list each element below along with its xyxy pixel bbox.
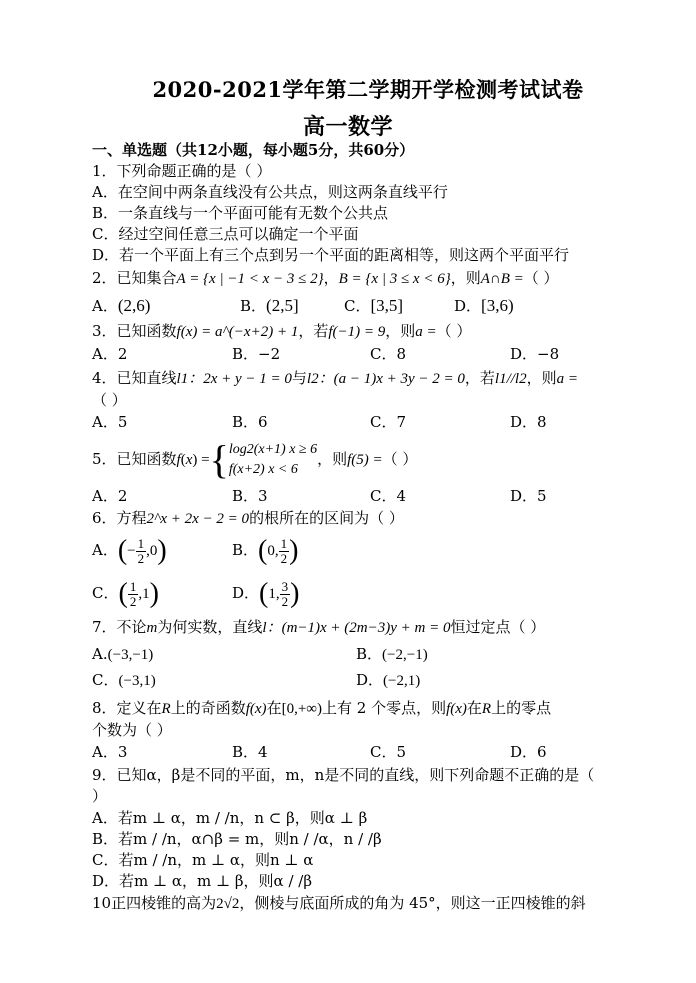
set-a: A = {x | −1 < x − 3 ≤ 2} [176,271,324,287]
question-8-stem: 8．定义在R上的奇函数f(x)在[0,+∞)上有 2 个零点，则f(x)在R上的零点 [92,699,552,717]
question-5-stem: 5．已知函数f(x) ={ log2(x+1) x ≥ 6 f(x+2) x < 6 ，则f(5) =（ ） [92,437,418,482]
question-3-option-c: C．8 [370,345,407,363]
question-7-option-d: D．(−2,1) [356,671,421,689]
question-9-stem-cont: ） [92,787,108,805]
question-2-option-b: B．(2,5] [240,296,299,315]
question-5-option-c: C．4 [370,487,407,505]
question-8-option-c: C．5 [370,743,407,761]
question-1-option-d: D．若一个平面上有三个点到另一个平面的距离相等，则这两个平面平行 [92,246,570,264]
question-2-option-d: D．[3,6) [454,296,514,315]
question-8-option-b: B．4 [232,743,268,761]
question-4-stem: 4．已知直线l1：2x + y − 1 = 0与l2：(a − 1)x + 3y − 2 = 0，若l1//l2，则a = [92,369,578,387]
exam-subject: 高一数学 [302,114,393,140]
line-l: l：(m−1)x + (2m−3)y + m = 0 [262,620,451,636]
piecewise-brace: { [209,437,229,482]
set-b: B = {x | 3 ≤ x < 6} [338,271,451,287]
question-6-stem: 6．方程2^x + 2x − 2 = 0的根所在的区间为（ ） [92,509,404,527]
question-5-option-a: A．2 [92,487,128,505]
question-6-option-c: C．( $\frac{1}{2}$ ,1) [92,578,159,609]
equation: 2^x + 2x − 2 = 0 [146,511,250,527]
question-9-option-b: B．若m / /n，α∩β = m，则n / /α，n / /β [92,830,382,848]
question-3-stem: 3．已知函数f(x) = a^(−x+2) + 1，若f(−1) = 9，则a =（ ） [92,322,472,340]
question-2-option-c: C．[3,5] [344,296,404,315]
question-6-options-ab [92,532,632,568]
question-6-options-cd [92,575,632,611]
question-4-option-a: A．5 [92,413,128,431]
question-6-option-d: D．(1, $\frac{3}{2}$ ) [232,578,300,609]
question-7-stem: 7．不论m为何实数，直线l：(m−1)x + (2m−3)y + m = 0恒过定点（ ） [92,618,546,636]
question-9-option-a: A．若m ⊥ α，m / /n，n ⊂ β，则α ⊥ β [92,809,368,827]
question-4-option-b: B．6 [232,413,268,431]
question-7-option-b: B．(−2,−1) [356,645,428,663]
line-l1: l1：2x + y − 1 = 0 [176,371,292,387]
exam-title: 2020-2021学年第二学期开学检测考试试卷 [152,77,584,102]
question-4-option-c: C．7 [370,413,407,431]
question-3-option-d: D．−8 [510,345,560,363]
question-6-option-b: B．(0, $\frac{1}{2}$ ) [232,535,299,566]
line-l2: l2：(a − 1)x + 3y − 2 = 0 [306,371,465,387]
question-9-stem: 9．已知α，β是不同的平面，m，n是不同的直线，则下列命题不正确的是（ [92,766,595,784]
question-6-option-a: A．(− $\frac{1}{2}$ ,0) [92,535,167,566]
question-1-option-b: B．一条直线与一个平面可能有无数个公共点 [92,204,389,222]
height-value: 2√2 [216,896,240,912]
intersection-expr: A∩B = [480,271,524,287]
piecewise-cases: log2(x+1) x ≥ 6 f(x+2) x < 6 [228,442,318,477]
question-8-stem-cont: 个数为（ ） [92,721,172,739]
question-8-option-d: D．6 [510,743,547,761]
question-4-paren: （ ） [92,391,127,409]
question-5-option-d: D．5 [510,487,547,505]
question-5-option-b: B．3 [232,487,268,505]
function-f: f(x) = a^(−x+2) + 1 [176,324,299,340]
question-3-option-a: A．2 [92,345,128,363]
condition: f(−1) = 9 [328,324,386,340]
question-9-option-c: C．若m / /n，m ⊥ α，则n ⊥ α [92,851,314,869]
question-3-option-b: B．−2 [232,345,281,363]
question-1-option-c: C．经过空间任意三点可以确定一个平面 [92,225,359,243]
question-10-stem: 10正四棱锥的高为2√2，侧棱与底面所成的角为 45°，则这一正四棱锥的斜 [92,894,586,912]
section-heading: 一、单选题（共12小题，每小题5分，共60分） [92,141,415,159]
question-4-option-d: D．8 [510,413,547,431]
question-7-option-c: C．(−3,1) [92,671,156,689]
question-7-option-a: A.(−3,−1) [92,645,154,663]
question-1-stem: 1．下列命题正确的是（ ） [92,162,272,180]
question-2-stem: 2．已知集合A = {x | −1 < x − 3 ≤ 2}，B = {x | 3 ≤ x < 6}，则A∩B =（ ） [92,269,559,287]
question-2-option-a: A．(2,6) [92,296,151,315]
question-8-option-a: A．3 [92,743,128,761]
question-1-option-a: A．在空间中两条直线没有公共点，则这两条直线平行 [92,183,448,201]
question-9-option-d: D．若m ⊥ α，m ⊥ β，则α / /β [92,872,313,890]
